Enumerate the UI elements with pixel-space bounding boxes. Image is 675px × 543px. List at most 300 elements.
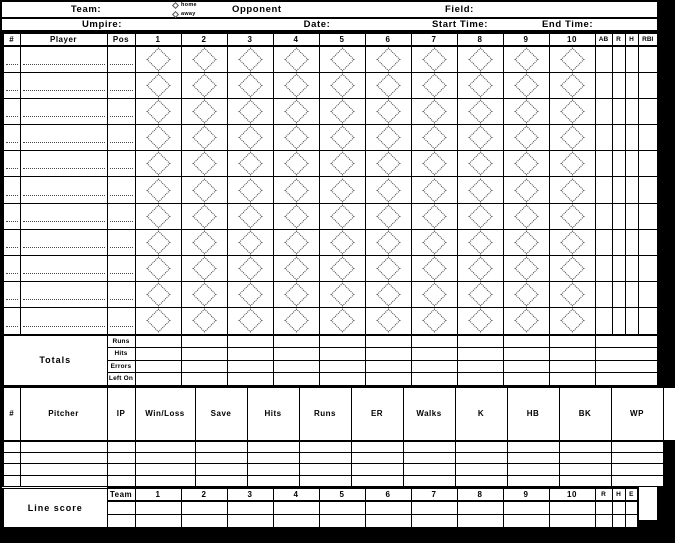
baseball-diamond-icon[interactable] xyxy=(146,257,170,281)
batting-inning-cell[interactable] xyxy=(181,98,227,124)
batting-inning-cell[interactable] xyxy=(181,151,227,177)
batting-player-cell[interactable] xyxy=(20,177,107,203)
field-field[interactable] xyxy=(417,2,657,17)
batting-inning-cell[interactable] xyxy=(135,177,181,203)
batting-inning-cell[interactable] xyxy=(319,125,365,151)
pitching-cell[interactable] xyxy=(247,464,299,476)
baseball-diamond-icon[interactable] xyxy=(330,47,354,71)
batting-inning-cell[interactable] xyxy=(549,72,595,98)
pitching-cell[interactable] xyxy=(611,475,663,487)
batting-inning-cell[interactable] xyxy=(411,282,457,308)
pitching-cell[interactable] xyxy=(299,452,351,464)
baseball-diamond-icon[interactable] xyxy=(376,152,400,176)
baseball-diamond-icon[interactable] xyxy=(376,204,400,228)
line-score-inning-cell[interactable] xyxy=(319,514,365,527)
baseball-diamond-icon[interactable] xyxy=(422,178,446,202)
batting-stat-cell[interactable] xyxy=(625,308,638,334)
line-score-total-cell[interactable] xyxy=(612,514,625,527)
baseball-diamond-icon[interactable] xyxy=(284,47,308,71)
baseball-diamond-icon[interactable] xyxy=(514,283,538,307)
baseball-diamond-icon[interactable] xyxy=(192,283,216,307)
batting-inning-cell[interactable] xyxy=(457,282,503,308)
baseball-diamond-icon[interactable] xyxy=(330,73,354,97)
pitching-cell[interactable] xyxy=(507,441,559,453)
batting-inning-cell[interactable] xyxy=(273,151,319,177)
opponent-field[interactable] xyxy=(232,2,417,17)
scorer-field[interactable] xyxy=(2,530,657,541)
pitching-cell[interactable] xyxy=(611,464,663,476)
pitching-cell[interactable] xyxy=(20,441,107,453)
batting-inning-cell[interactable] xyxy=(365,229,411,255)
baseball-diamond-icon[interactable] xyxy=(422,257,446,281)
baseball-diamond-icon[interactable] xyxy=(330,283,354,307)
batting-number-cell[interactable] xyxy=(3,151,20,177)
pitching-cell[interactable] xyxy=(3,464,20,476)
batting-position-cell[interactable] xyxy=(107,151,135,177)
baseball-diamond-icon[interactable] xyxy=(330,99,354,123)
baseball-diamond-icon[interactable] xyxy=(330,126,354,150)
batting-inning-cell[interactable] xyxy=(227,308,273,334)
totals-inning-cell[interactable] xyxy=(135,373,181,386)
totals-inning-cell[interactable] xyxy=(365,335,411,348)
pitching-cell[interactable] xyxy=(299,464,351,476)
pitching-cell[interactable] xyxy=(351,464,403,476)
baseball-diamond-icon[interactable] xyxy=(192,47,216,71)
batting-number-cell[interactable] xyxy=(3,46,20,72)
batting-position-cell[interactable] xyxy=(107,46,135,72)
line-score-inning-cell[interactable] xyxy=(503,501,549,514)
pitching-cell[interactable] xyxy=(3,475,20,487)
baseball-diamond-icon[interactable] xyxy=(284,178,308,202)
batting-stat-cell[interactable] xyxy=(638,72,658,98)
line-score-inning-cell[interactable] xyxy=(319,501,365,514)
line-score-total-cell[interactable] xyxy=(625,514,638,527)
batting-stat-cell[interactable] xyxy=(625,98,638,124)
baseball-diamond-icon[interactable] xyxy=(192,99,216,123)
baseball-diamond-icon[interactable] xyxy=(422,47,446,71)
baseball-diamond-icon[interactable] xyxy=(422,230,446,254)
totals-inning-cell[interactable] xyxy=(411,348,457,361)
batting-player-cell[interactable] xyxy=(20,151,107,177)
totals-stat-cell[interactable] xyxy=(595,335,658,348)
pitching-cell[interactable] xyxy=(507,475,559,487)
batting-stat-cell[interactable] xyxy=(595,282,612,308)
baseball-diamond-icon[interactable] xyxy=(146,283,170,307)
line-score-inning-cell[interactable] xyxy=(227,501,273,514)
baseball-diamond-icon[interactable] xyxy=(192,230,216,254)
batting-player-cell[interactable] xyxy=(20,125,107,151)
pitching-cell[interactable] xyxy=(559,452,611,464)
batting-inning-cell[interactable] xyxy=(319,98,365,124)
batting-inning-cell[interactable] xyxy=(135,282,181,308)
batting-inning-cell[interactable] xyxy=(365,125,411,151)
line-score-total-cell[interactable] xyxy=(612,501,625,514)
baseball-diamond-icon[interactable] xyxy=(560,283,584,307)
baseball-diamond-icon[interactable] xyxy=(422,283,446,307)
batting-inning-cell[interactable] xyxy=(181,229,227,255)
batting-inning-cell[interactable] xyxy=(549,308,595,334)
baseball-diamond-icon[interactable] xyxy=(284,309,308,333)
pitching-cell[interactable] xyxy=(135,452,195,464)
pitching-cell[interactable] xyxy=(403,452,455,464)
batting-number-cell[interactable] xyxy=(3,308,20,334)
batting-stat-cell[interactable] xyxy=(612,177,625,203)
batting-inning-cell[interactable] xyxy=(135,256,181,282)
batting-inning-cell[interactable] xyxy=(549,125,595,151)
line-score-inning-cell[interactable] xyxy=(365,501,411,514)
batting-position-cell[interactable] xyxy=(107,308,135,334)
batting-inning-cell[interactable] xyxy=(273,125,319,151)
baseball-diamond-icon[interactable] xyxy=(376,257,400,281)
baseball-diamond-icon[interactable] xyxy=(146,178,170,202)
batting-inning-cell[interactable] xyxy=(135,308,181,334)
baseball-diamond-icon[interactable] xyxy=(376,178,400,202)
pitching-cell[interactable] xyxy=(611,441,663,453)
baseball-diamond-icon[interactable] xyxy=(560,178,584,202)
baseball-diamond-icon[interactable] xyxy=(468,309,492,333)
batting-inning-cell[interactable] xyxy=(549,151,595,177)
batting-inning-cell[interactable] xyxy=(457,72,503,98)
batting-player-cell[interactable] xyxy=(20,308,107,334)
home-away-radio-group[interactable] xyxy=(170,2,232,17)
baseball-diamond-icon[interactable] xyxy=(238,178,262,202)
batting-inning-cell[interactable] xyxy=(365,46,411,72)
totals-inning-cell[interactable] xyxy=(319,373,365,386)
batting-inning-cell[interactable] xyxy=(319,256,365,282)
batting-inning-cell[interactable] xyxy=(503,203,549,229)
batting-number-cell[interactable] xyxy=(3,177,20,203)
totals-inning-cell[interactable] xyxy=(273,335,319,348)
totals-inning-cell[interactable] xyxy=(135,335,181,348)
date-field[interactable] xyxy=(202,19,432,30)
baseball-diamond-icon[interactable] xyxy=(514,47,538,71)
batting-inning-cell[interactable] xyxy=(135,151,181,177)
batting-inning-cell[interactable] xyxy=(273,46,319,72)
batting-stat-cell[interactable] xyxy=(612,72,625,98)
line-score-inning-cell[interactable] xyxy=(135,501,181,514)
batting-stat-cell[interactable] xyxy=(638,203,658,229)
baseball-diamond-icon[interactable] xyxy=(192,152,216,176)
baseball-diamond-icon[interactable] xyxy=(468,204,492,228)
batting-inning-cell[interactable] xyxy=(135,125,181,151)
totals-inning-cell[interactable] xyxy=(319,335,365,348)
totals-inning-cell[interactable] xyxy=(549,348,595,361)
batting-inning-cell[interactable] xyxy=(273,308,319,334)
baseball-diamond-icon[interactable] xyxy=(560,99,584,123)
totals-inning-cell[interactable] xyxy=(273,373,319,386)
baseball-diamond-icon[interactable] xyxy=(468,126,492,150)
baseball-diamond-icon[interactable] xyxy=(146,204,170,228)
batting-stat-cell[interactable] xyxy=(595,72,612,98)
batting-inning-cell[interactable] xyxy=(411,203,457,229)
pitching-cell[interactable] xyxy=(351,452,403,464)
batting-inning-cell[interactable] xyxy=(411,229,457,255)
batting-stat-cell[interactable] xyxy=(625,229,638,255)
pitching-cell[interactable] xyxy=(135,464,195,476)
totals-stat-cell[interactable] xyxy=(595,348,658,361)
baseball-diamond-icon[interactable] xyxy=(238,309,262,333)
baseball-diamond-icon[interactable] xyxy=(514,204,538,228)
batting-stat-cell[interactable] xyxy=(595,177,612,203)
pitching-cell[interactable] xyxy=(195,441,247,453)
batting-inning-cell[interactable] xyxy=(549,282,595,308)
batting-inning-cell[interactable] xyxy=(549,229,595,255)
line-score-inning-cell[interactable] xyxy=(457,501,503,514)
batting-inning-cell[interactable] xyxy=(503,151,549,177)
batting-inning-cell[interactable] xyxy=(549,177,595,203)
batting-number-cell[interactable] xyxy=(3,72,20,98)
totals-inning-cell[interactable] xyxy=(411,335,457,348)
batting-inning-cell[interactable] xyxy=(273,98,319,124)
batting-inning-cell[interactable] xyxy=(227,203,273,229)
baseball-diamond-icon[interactable] xyxy=(560,152,584,176)
batting-inning-cell[interactable] xyxy=(457,256,503,282)
start-time-field[interactable] xyxy=(432,19,542,30)
batting-stat-cell[interactable] xyxy=(625,282,638,308)
baseball-diamond-icon[interactable] xyxy=(376,283,400,307)
baseball-diamond-icon[interactable] xyxy=(560,309,584,333)
batting-inning-cell[interactable] xyxy=(227,72,273,98)
batting-stat-cell[interactable] xyxy=(625,46,638,72)
pitching-cell[interactable] xyxy=(20,464,107,476)
totals-inning-cell[interactable] xyxy=(457,348,503,361)
totals-inning-cell[interactable] xyxy=(365,360,411,373)
baseball-diamond-icon[interactable] xyxy=(284,73,308,97)
batting-stat-cell[interactable] xyxy=(595,229,612,255)
baseball-diamond-icon[interactable] xyxy=(422,152,446,176)
batting-stat-cell[interactable] xyxy=(638,308,658,334)
batting-stat-cell[interactable] xyxy=(625,151,638,177)
batting-inning-cell[interactable] xyxy=(411,72,457,98)
batting-inning-cell[interactable] xyxy=(319,282,365,308)
batting-stat-cell[interactable] xyxy=(595,256,612,282)
line-score-inning-cell[interactable] xyxy=(181,514,227,527)
batting-inning-cell[interactable] xyxy=(181,256,227,282)
line-score-team-cell[interactable] xyxy=(107,514,135,527)
line-score-inning-cell[interactable] xyxy=(549,514,595,527)
pitching-cell[interactable] xyxy=(135,441,195,453)
baseball-diamond-icon[interactable] xyxy=(514,73,538,97)
line-score-inning-cell[interactable] xyxy=(411,514,457,527)
batting-stat-cell[interactable] xyxy=(612,282,625,308)
batting-stat-cell[interactable] xyxy=(612,203,625,229)
line-score-team-cell[interactable] xyxy=(107,501,135,514)
baseball-diamond-icon[interactable] xyxy=(284,257,308,281)
pitching-cell[interactable] xyxy=(299,475,351,487)
batting-inning-cell[interactable] xyxy=(411,151,457,177)
line-score-inning-cell[interactable] xyxy=(227,514,273,527)
batting-inning-cell[interactable] xyxy=(135,203,181,229)
pitching-cell[interactable] xyxy=(351,475,403,487)
totals-inning-cell[interactable] xyxy=(273,348,319,361)
baseball-diamond-icon[interactable] xyxy=(468,47,492,71)
totals-inning-cell[interactable] xyxy=(181,335,227,348)
totals-inning-cell[interactable] xyxy=(135,360,181,373)
batting-stat-cell[interactable] xyxy=(595,151,612,177)
batting-number-cell[interactable] xyxy=(3,282,20,308)
line-score-inning-cell[interactable] xyxy=(273,501,319,514)
batting-position-cell[interactable] xyxy=(107,256,135,282)
batting-inning-cell[interactable] xyxy=(457,46,503,72)
batting-inning-cell[interactable] xyxy=(273,282,319,308)
batting-inning-cell[interactable] xyxy=(135,229,181,255)
baseball-diamond-icon[interactable] xyxy=(514,309,538,333)
baseball-diamond-icon[interactable] xyxy=(238,126,262,150)
scorer-row[interactable] xyxy=(2,528,657,543)
batting-inning-cell[interactable] xyxy=(411,256,457,282)
batting-inning-cell[interactable] xyxy=(365,256,411,282)
batting-inning-cell[interactable] xyxy=(503,72,549,98)
pitching-cell[interactable] xyxy=(403,475,455,487)
batting-number-cell[interactable] xyxy=(3,203,20,229)
pitching-cell[interactable] xyxy=(559,441,611,453)
totals-inning-cell[interactable] xyxy=(227,360,273,373)
batting-player-cell[interactable] xyxy=(20,229,107,255)
baseball-diamond-icon[interactable] xyxy=(192,73,216,97)
baseball-diamond-icon[interactable] xyxy=(146,99,170,123)
batting-number-cell[interactable] xyxy=(3,125,20,151)
batting-inning-cell[interactable] xyxy=(549,46,595,72)
baseball-diamond-icon[interactable] xyxy=(238,73,262,97)
baseball-diamond-icon[interactable] xyxy=(192,309,216,333)
batting-stat-cell[interactable] xyxy=(638,46,658,72)
baseball-diamond-icon[interactable] xyxy=(284,283,308,307)
batting-stat-cell[interactable] xyxy=(612,125,625,151)
batting-stat-cell[interactable] xyxy=(612,229,625,255)
batting-inning-cell[interactable] xyxy=(227,151,273,177)
batting-inning-cell[interactable] xyxy=(181,177,227,203)
baseball-diamond-icon[interactable] xyxy=(330,309,354,333)
baseball-diamond-icon[interactable] xyxy=(514,257,538,281)
batting-stat-cell[interactable] xyxy=(612,46,625,72)
batting-inning-cell[interactable] xyxy=(181,308,227,334)
batting-inning-cell[interactable] xyxy=(457,151,503,177)
baseball-diamond-icon[interactable] xyxy=(284,152,308,176)
baseball-diamond-icon[interactable] xyxy=(284,230,308,254)
pitching-cell[interactable] xyxy=(559,475,611,487)
baseball-diamond-icon[interactable] xyxy=(238,47,262,71)
radio-home-icon[interactable] xyxy=(172,1,179,8)
totals-inning-cell[interactable] xyxy=(457,360,503,373)
totals-inning-cell[interactable] xyxy=(319,360,365,373)
batting-inning-cell[interactable] xyxy=(365,151,411,177)
batting-inning-cell[interactable] xyxy=(181,72,227,98)
pitching-cell[interactable] xyxy=(195,464,247,476)
batting-inning-cell[interactable] xyxy=(135,72,181,98)
batting-inning-cell[interactable] xyxy=(273,203,319,229)
batting-stat-cell[interactable] xyxy=(638,98,658,124)
baseball-diamond-icon[interactable] xyxy=(376,309,400,333)
totals-inning-cell[interactable] xyxy=(549,360,595,373)
pitching-cell[interactable] xyxy=(20,475,107,487)
baseball-diamond-icon[interactable] xyxy=(192,126,216,150)
totals-stat-cell[interactable] xyxy=(595,360,658,373)
pitching-cell[interactable] xyxy=(299,441,351,453)
batting-player-cell[interactable] xyxy=(20,282,107,308)
baseball-diamond-icon[interactable] xyxy=(468,257,492,281)
batting-position-cell[interactable] xyxy=(107,177,135,203)
pitching-cell[interactable] xyxy=(3,441,20,453)
baseball-diamond-icon[interactable] xyxy=(192,257,216,281)
baseball-diamond-icon[interactable] xyxy=(330,152,354,176)
totals-inning-cell[interactable] xyxy=(227,373,273,386)
baseball-diamond-icon[interactable] xyxy=(468,178,492,202)
line-score-inning-cell[interactable] xyxy=(457,514,503,527)
batting-inning-cell[interactable] xyxy=(503,177,549,203)
batting-inning-cell[interactable] xyxy=(365,177,411,203)
batting-inning-cell[interactable] xyxy=(411,46,457,72)
baseball-diamond-icon[interactable] xyxy=(422,73,446,97)
batting-inning-cell[interactable] xyxy=(549,256,595,282)
baseball-diamond-icon[interactable] xyxy=(514,99,538,123)
pitching-cell[interactable] xyxy=(107,441,135,453)
batting-stat-cell[interactable] xyxy=(638,282,658,308)
pitching-cell[interactable] xyxy=(247,441,299,453)
batting-inning-cell[interactable] xyxy=(319,177,365,203)
batting-position-cell[interactable] xyxy=(107,229,135,255)
baseball-diamond-icon[interactable] xyxy=(376,73,400,97)
baseball-diamond-icon[interactable] xyxy=(376,99,400,123)
baseball-diamond-icon[interactable] xyxy=(560,230,584,254)
radio-home[interactable] xyxy=(173,1,197,9)
totals-inning-cell[interactable] xyxy=(365,373,411,386)
baseball-diamond-icon[interactable] xyxy=(238,283,262,307)
pitching-cell[interactable] xyxy=(107,452,135,464)
batting-inning-cell[interactable] xyxy=(319,46,365,72)
batting-inning-cell[interactable] xyxy=(273,229,319,255)
batting-stat-cell[interactable] xyxy=(625,203,638,229)
batting-position-cell[interactable] xyxy=(107,282,135,308)
totals-inning-cell[interactable] xyxy=(273,360,319,373)
batting-inning-cell[interactable] xyxy=(319,229,365,255)
baseball-diamond-icon[interactable] xyxy=(468,283,492,307)
baseball-diamond-icon[interactable] xyxy=(238,204,262,228)
line-score-inning-cell[interactable] xyxy=(503,514,549,527)
batting-stat-cell[interactable] xyxy=(595,98,612,124)
pitching-cell[interactable] xyxy=(195,475,247,487)
batting-stat-cell[interactable] xyxy=(612,151,625,177)
totals-inning-cell[interactable] xyxy=(411,360,457,373)
pitching-cell[interactable] xyxy=(455,464,507,476)
baseball-diamond-icon[interactable] xyxy=(330,230,354,254)
baseball-diamond-icon[interactable] xyxy=(376,230,400,254)
pitching-cell[interactable] xyxy=(507,452,559,464)
line-score-total-cell[interactable] xyxy=(625,501,638,514)
baseball-diamond-icon[interactable] xyxy=(560,204,584,228)
batting-player-cell[interactable] xyxy=(20,203,107,229)
pitching-cell[interactable] xyxy=(135,475,195,487)
batting-stat-cell[interactable] xyxy=(612,98,625,124)
batting-inning-cell[interactable] xyxy=(549,203,595,229)
batting-inning-cell[interactable] xyxy=(457,177,503,203)
pitching-cell[interactable] xyxy=(3,452,20,464)
batting-stat-cell[interactable] xyxy=(625,72,638,98)
baseball-diamond-icon[interactable] xyxy=(146,230,170,254)
batting-number-cell[interactable] xyxy=(3,229,20,255)
baseball-diamond-icon[interactable] xyxy=(514,152,538,176)
baseball-diamond-icon[interactable] xyxy=(238,152,262,176)
radio-away-icon[interactable] xyxy=(172,10,179,17)
batting-stat-cell[interactable] xyxy=(638,151,658,177)
line-score-total-cell[interactable] xyxy=(595,514,612,527)
totals-inning-cell[interactable] xyxy=(319,348,365,361)
line-score-inning-cell[interactable] xyxy=(411,501,457,514)
baseball-diamond-icon[interactable] xyxy=(468,230,492,254)
batting-inning-cell[interactable] xyxy=(227,229,273,255)
pitching-cell[interactable] xyxy=(403,464,455,476)
batting-inning-cell[interactable] xyxy=(503,98,549,124)
baseball-diamond-icon[interactable] xyxy=(330,178,354,202)
